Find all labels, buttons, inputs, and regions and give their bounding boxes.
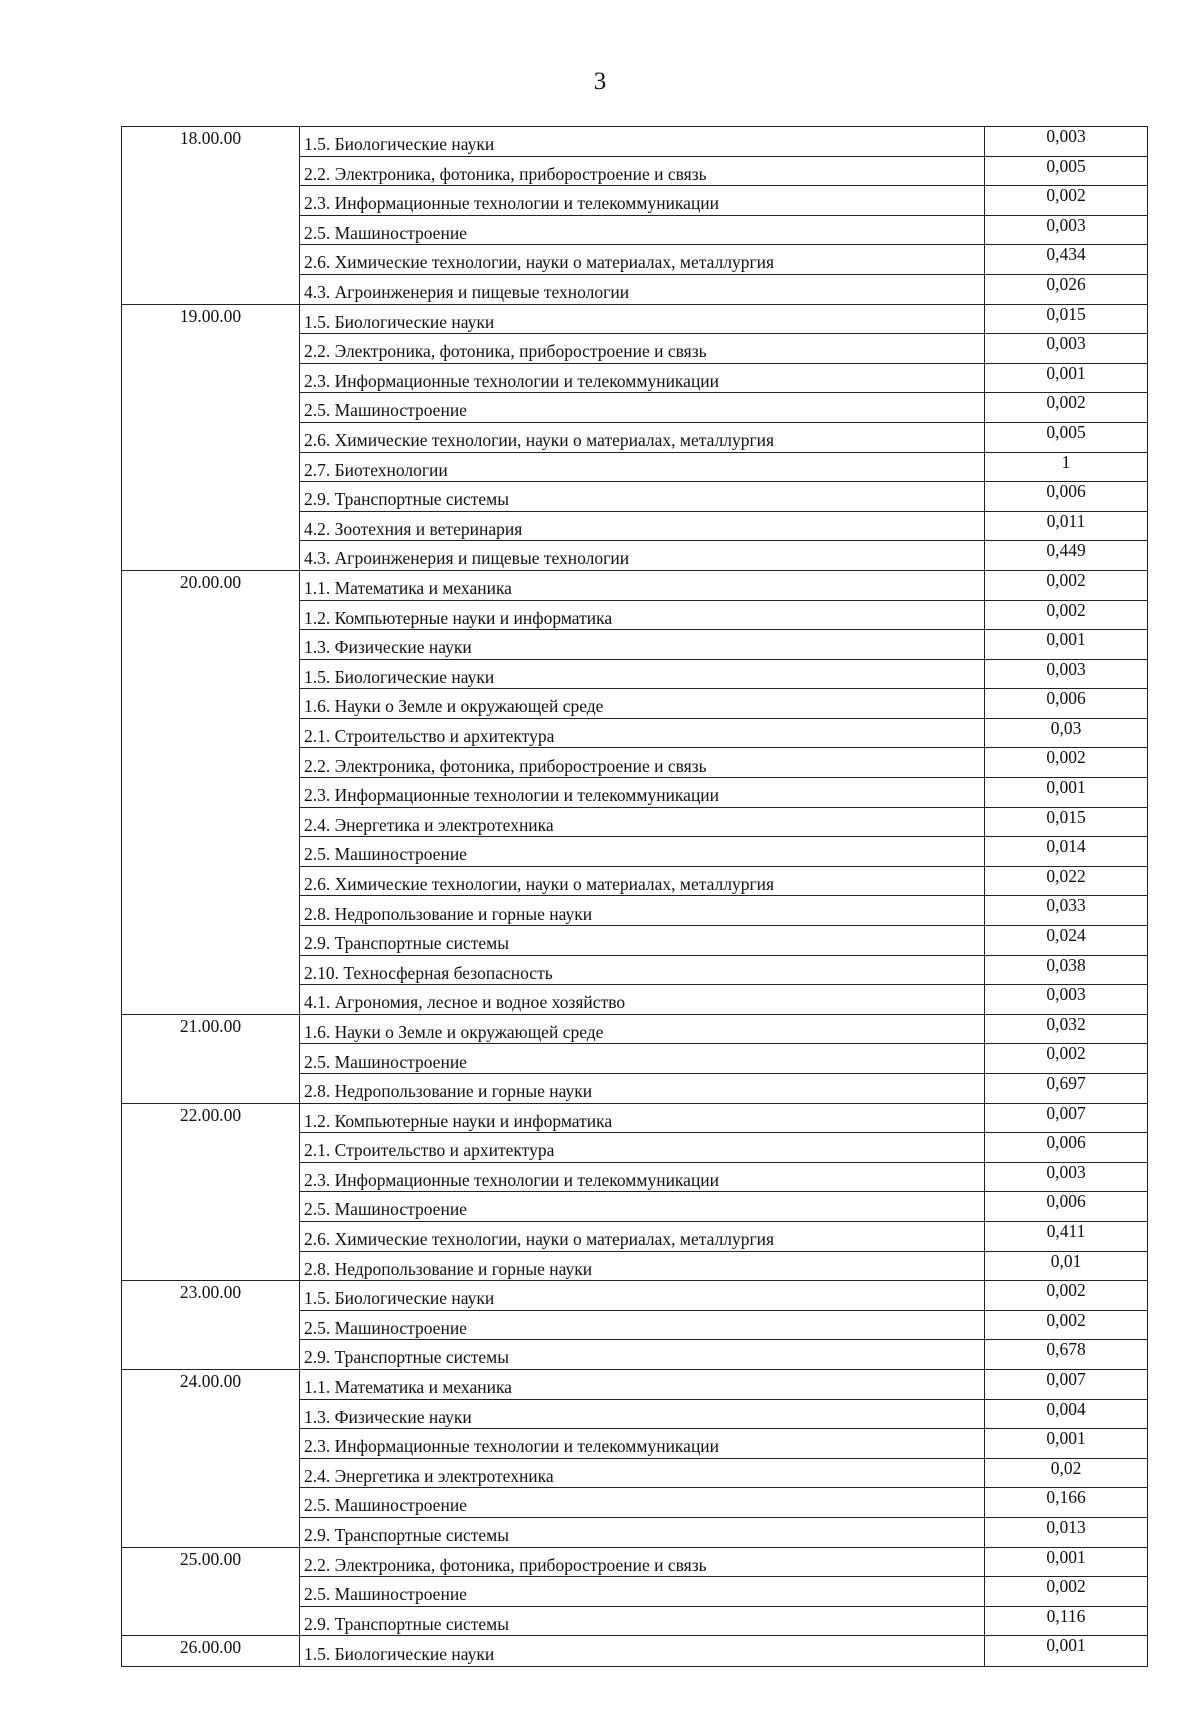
coefficient-cell: 0,166 bbox=[985, 1488, 1148, 1518]
coefficient-cell: 0,001 bbox=[985, 1429, 1148, 1459]
table-row bbox=[122, 570, 1148, 600]
coefficient-cell: 0,006 bbox=[985, 689, 1148, 719]
science-area-cell: 1.5. Биологические науки bbox=[300, 659, 985, 689]
coefficient-cell: 0,015 bbox=[985, 807, 1148, 837]
science-area-cell: 1.5. Биологические науки bbox=[300, 1281, 985, 1311]
coefficient-cell: 0,002 bbox=[985, 1281, 1148, 1311]
science-area-cell: 2.5. Машиностроение bbox=[300, 1488, 985, 1518]
coefficient-cell: 0,001 bbox=[985, 1636, 1148, 1667]
coefficient-cell: 0,002 bbox=[985, 1310, 1148, 1340]
science-area-cell: 2.9. Транспортные системы bbox=[300, 1517, 985, 1547]
coefficient-cell: 0,007 bbox=[985, 1369, 1148, 1399]
table-row bbox=[122, 1636, 1148, 1667]
science-area-cell: 2.8. Недропользование и горные науки bbox=[300, 1074, 985, 1104]
science-area-cell: 2.6. Химические технологии, науки о материалах, металлургия bbox=[300, 245, 985, 275]
coefficient-cell: 0,011 bbox=[985, 511, 1148, 541]
coefficient-cell: 0,002 bbox=[985, 600, 1148, 630]
science-area-cell: 1.3. Физические науки bbox=[300, 630, 985, 660]
science-area-cell: 1.1. Математика и механика bbox=[300, 1369, 985, 1399]
science-area-cell: 2.5. Машиностроение bbox=[300, 837, 985, 867]
science-area-cell: 2.10. Техносферная безопасность bbox=[300, 955, 985, 985]
group-code-cell: 25.00.00 bbox=[122, 1547, 300, 1636]
table-row bbox=[122, 1369, 1148, 1399]
table-row bbox=[122, 1014, 1148, 1044]
coefficient-cell: 0,003 bbox=[985, 1162, 1148, 1192]
science-area-cell: 2.3. Информационные технологии и телекоммуникации bbox=[300, 363, 985, 393]
coefficient-cell: 0,002 bbox=[985, 1577, 1148, 1607]
science-area-cell: 4.2. Зоотехния и ветеринария bbox=[300, 511, 985, 541]
coefficient-cell: 0,002 bbox=[985, 393, 1148, 423]
coefficient-cell: 0,015 bbox=[985, 304, 1148, 334]
science-area-cell: 2.5. Машиностроение bbox=[300, 215, 985, 245]
science-area-cell: 1.5. Биологические науки bbox=[300, 304, 985, 334]
coefficient-cell: 0,001 bbox=[985, 630, 1148, 660]
coefficient-cell: 0,001 bbox=[985, 363, 1148, 393]
science-area-cell: 2.3. Информационные технологии и телекоммуникации bbox=[300, 778, 985, 808]
group-code-cell: 19.00.00 bbox=[122, 304, 300, 570]
coefficient-cell: 0,007 bbox=[985, 1103, 1148, 1133]
science-area-cell: 4.3. Агроинженерия и пищевые технологии bbox=[300, 274, 985, 304]
coefficient-cell: 0,002 bbox=[985, 1044, 1148, 1074]
coefficient-cell: 0,002 bbox=[985, 186, 1148, 216]
coefficient-cell: 0,678 bbox=[985, 1340, 1148, 1370]
science-area-cell: 1.1. Математика и механика bbox=[300, 570, 985, 600]
science-area-cell: 1.6. Науки о Земле и окружающей среде bbox=[300, 689, 985, 719]
science-area-cell: 2.2. Электроника, фотоника, приборостроение и связь bbox=[300, 748, 985, 778]
science-area-cell: 2.4. Энергетика и электротехника bbox=[300, 807, 985, 837]
coefficient-cell: 0,003 bbox=[985, 985, 1148, 1015]
science-area-cell: 1.2. Компьютерные науки и информатика bbox=[300, 1103, 985, 1133]
coefficient-cell: 0,026 bbox=[985, 274, 1148, 304]
science-area-cell: 2.6. Химические технологии, науки о материалах, металлургия bbox=[300, 422, 985, 452]
coefficient-cell: 0,006 bbox=[985, 1192, 1148, 1222]
table-row bbox=[122, 1103, 1148, 1133]
coefficient-cell: 0,697 bbox=[985, 1074, 1148, 1104]
science-area-cell: 1.6. Науки о Земле и окружающей среде bbox=[300, 1014, 985, 1044]
science-area-cell: 4.1. Агрономия, лесное и водное хозяйство bbox=[300, 985, 985, 1015]
coefficient-cell: 0,003 bbox=[985, 334, 1148, 364]
page-number: 3 bbox=[593, 68, 607, 95]
science-area-cell: 2.3. Информационные технологии и телекоммуникации bbox=[300, 1162, 985, 1192]
group-code-cell: 18.00.00 bbox=[122, 127, 300, 305]
science-area-cell: 2.5. Машиностроение bbox=[300, 1310, 985, 1340]
coefficient-cell: 0,03 bbox=[985, 718, 1148, 748]
coefficient-cell: 1 bbox=[985, 452, 1148, 482]
science-area-cell: 2.3. Информационные технологии и телекоммуникации bbox=[300, 186, 985, 216]
coefficient-cell: 0,014 bbox=[985, 837, 1148, 867]
science-area-cell: 2.9. Транспортные системы bbox=[300, 926, 985, 956]
science-area-cell: 2.3. Информационные технологии и телекоммуникации bbox=[300, 1429, 985, 1459]
group-code-cell: 22.00.00 bbox=[122, 1103, 300, 1281]
science-area-cell: 2.2. Электроника, фотоника, приборостроение и связь bbox=[300, 334, 985, 364]
group-code-cell: 26.00.00 bbox=[122, 1636, 300, 1667]
coefficient-cell: 0,033 bbox=[985, 896, 1148, 926]
coefficient-cell: 0,02 bbox=[985, 1458, 1148, 1488]
coefficient-cell: 0,411 bbox=[985, 1221, 1148, 1251]
coefficient-cell: 0,038 bbox=[985, 955, 1148, 985]
science-area-cell: 1.5. Биологические науки bbox=[300, 1636, 985, 1667]
table-row bbox=[122, 304, 1148, 334]
table-row bbox=[122, 1281, 1148, 1311]
table-row bbox=[122, 127, 1148, 157]
coefficient-cell: 0,002 bbox=[985, 570, 1148, 600]
science-area-cell: 2.4. Энергетика и электротехника bbox=[300, 1458, 985, 1488]
coefficient-cell: 0,005 bbox=[985, 156, 1148, 186]
science-area-cell: 2.5. Машиностроение bbox=[300, 1044, 985, 1074]
science-area-cell: 1.2. Компьютерные науки и информатика bbox=[300, 600, 985, 630]
science-area-cell: 2.9. Транспортные системы bbox=[300, 482, 985, 512]
coefficient-cell: 0,022 bbox=[985, 866, 1148, 896]
coefficient-cell: 0,006 bbox=[985, 482, 1148, 512]
science-area-cell: 2.2. Электроника, фотоника, приборостроение и связь bbox=[300, 156, 985, 186]
coefficient-cell: 0,003 bbox=[985, 659, 1148, 689]
table-body bbox=[122, 127, 1148, 1667]
science-area-cell: 2.1. Строительство и архитектура bbox=[300, 1133, 985, 1163]
science-area-cell: 2.1. Строительство и архитектура bbox=[300, 718, 985, 748]
coefficient-cell: 0,001 bbox=[985, 1547, 1148, 1577]
science-area-cell: 2.9. Транспортные системы bbox=[300, 1606, 985, 1636]
coefficient-cell: 0,005 bbox=[985, 422, 1148, 452]
table-row bbox=[122, 1547, 1148, 1577]
coefficient-cell: 0,449 bbox=[985, 541, 1148, 571]
science-area-cell: 2.2. Электроника, фотоника, приборостроение и связь bbox=[300, 1547, 985, 1577]
coefficient-cell: 0,434 bbox=[985, 245, 1148, 275]
science-area-cell: 2.9. Транспортные системы bbox=[300, 1340, 985, 1370]
coefficient-cell: 0,002 bbox=[985, 748, 1148, 778]
science-area-cell: 2.5. Машиностроение bbox=[300, 1192, 985, 1222]
coefficient-cell: 0,032 bbox=[985, 1014, 1148, 1044]
group-code-cell: 21.00.00 bbox=[122, 1014, 300, 1103]
coefficient-cell: 0,024 bbox=[985, 926, 1148, 956]
group-code-cell: 20.00.00 bbox=[122, 570, 300, 1014]
coefficient-cell: 0,01 bbox=[985, 1251, 1148, 1281]
science-area-cell: 2.6. Химические технологии, науки о материалах, металлургия bbox=[300, 866, 985, 896]
science-area-cell: 2.5. Машиностроение bbox=[300, 1577, 985, 1607]
science-area-cell: 2.6. Химические технологии, науки о материалах, металлургия bbox=[300, 1221, 985, 1251]
science-area-cell: 2.8. Недропользование и горные науки bbox=[300, 1251, 985, 1281]
science-area-cell: 4.3. Агроинженерия и пищевые технологии bbox=[300, 541, 985, 571]
coefficient-cell: 0,003 bbox=[985, 215, 1148, 245]
science-area-cell: 2.8. Недропользование и горные науки bbox=[300, 896, 985, 926]
coefficient-cell: 0,116 bbox=[985, 1606, 1148, 1636]
coefficient-cell: 0,003 bbox=[985, 127, 1148, 157]
coefficient-cell: 0,004 bbox=[985, 1399, 1148, 1429]
group-code-cell: 23.00.00 bbox=[122, 1281, 300, 1370]
coefficient-cell: 0,013 bbox=[985, 1517, 1148, 1547]
science-area-cell: 2.7. Биотехнологии bbox=[300, 452, 985, 482]
science-area-cell: 1.3. Физические науки bbox=[300, 1399, 985, 1429]
coefficient-cell: 0,006 bbox=[985, 1133, 1148, 1163]
science-area-cell: 2.5. Машиностроение bbox=[300, 393, 985, 423]
science-area-cell: 1.5. Биологические науки bbox=[300, 127, 985, 157]
coefficient-cell: 0,001 bbox=[985, 778, 1148, 808]
coefficients-table bbox=[121, 126, 1148, 1667]
group-code-cell: 24.00.00 bbox=[122, 1369, 300, 1547]
